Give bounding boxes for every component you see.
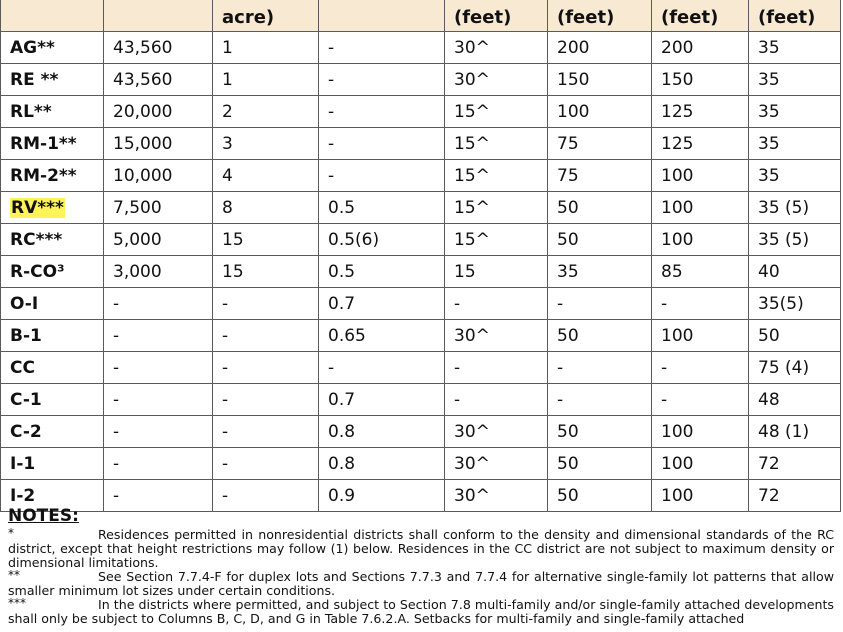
district-label: O-I bbox=[10, 293, 39, 314]
min-lot-area-cell: 20,000 bbox=[104, 96, 213, 128]
lot-width-cell: 50 bbox=[548, 224, 652, 256]
max-height-cell: 48 (1) bbox=[749, 416, 841, 448]
lot-depth-cell: 100 bbox=[652, 192, 749, 224]
table-row bbox=[1, 192, 841, 224]
far-cell: - bbox=[319, 160, 445, 192]
lot-depth-cell: 100 bbox=[652, 448, 749, 480]
district-label: RM-2** bbox=[10, 165, 77, 186]
far-cell: 0.7 bbox=[319, 288, 445, 320]
table-row bbox=[1, 128, 841, 160]
density-cell: 4 bbox=[213, 160, 319, 192]
district-cell bbox=[1, 384, 104, 416]
table-row bbox=[1, 160, 841, 192]
district-label: AG** bbox=[10, 37, 55, 58]
front-setback-cell: 30^ bbox=[445, 64, 548, 96]
lot-width-cell: 50 bbox=[548, 480, 652, 512]
far-cell: - bbox=[319, 96, 445, 128]
table-row bbox=[1, 96, 841, 128]
header-cell: (feet) bbox=[749, 0, 841, 32]
density-cell: 15 bbox=[213, 256, 319, 288]
max-height-cell: 50 bbox=[749, 320, 841, 352]
table-row bbox=[1, 448, 841, 480]
table-header bbox=[1, 0, 841, 32]
far-cell: 0.5 bbox=[319, 192, 445, 224]
far-cell: 0.9 bbox=[319, 480, 445, 512]
max-height-cell: 35 bbox=[749, 64, 841, 96]
far-cell: - bbox=[319, 64, 445, 96]
min-lot-area-cell: 15,000 bbox=[104, 128, 213, 160]
district-cell bbox=[1, 96, 104, 128]
max-height-cell: 35(5) bbox=[749, 288, 841, 320]
min-lot-area-cell: - bbox=[104, 416, 213, 448]
table-body bbox=[1, 32, 841, 512]
table-row bbox=[1, 288, 841, 320]
max-height-cell: 35 bbox=[749, 96, 841, 128]
front-setback-cell: 30^ bbox=[445, 32, 548, 64]
far-cell: 0.5 bbox=[319, 256, 445, 288]
lot-width-cell: 150 bbox=[548, 64, 652, 96]
lot-width-cell: 200 bbox=[548, 32, 652, 64]
note-text: Residences permitted in nonresidential districts shall conform to the density and dimensional standards of the RC district, except that height restrictions may follow (1) below. Residences in the CC district are not subject to maximum density or dimensional limitations. bbox=[8, 527, 834, 570]
min-lot-area-cell: 10,000 bbox=[104, 160, 213, 192]
density-cell: - bbox=[213, 288, 319, 320]
density-cell: 1 bbox=[213, 64, 319, 96]
front-setback-cell: 15^ bbox=[445, 96, 548, 128]
note-marker: *** bbox=[8, 596, 26, 610]
front-setback-cell: - bbox=[445, 384, 548, 416]
front-setback-cell: - bbox=[445, 288, 548, 320]
district-label: I-1 bbox=[10, 453, 36, 474]
lot-width-cell: 50 bbox=[548, 448, 652, 480]
front-setback-cell: 15^ bbox=[445, 192, 548, 224]
front-setback-cell: 15^ bbox=[445, 128, 548, 160]
district-cell bbox=[1, 160, 104, 192]
max-height-cell: 40 bbox=[749, 256, 841, 288]
lot-depth-cell: 100 bbox=[652, 224, 749, 256]
lot-depth-cell: - bbox=[652, 352, 749, 384]
min-lot-area-cell: - bbox=[104, 352, 213, 384]
lot-depth-cell: 100 bbox=[652, 320, 749, 352]
lot-depth-cell: 150 bbox=[652, 64, 749, 96]
far-cell: 0.5(6) bbox=[319, 224, 445, 256]
front-setback-cell: 15^ bbox=[445, 160, 548, 192]
max-height-cell: 35 bbox=[749, 160, 841, 192]
lot-depth-cell: 100 bbox=[652, 416, 749, 448]
min-lot-area-cell: - bbox=[104, 448, 213, 480]
lot-width-cell: - bbox=[548, 288, 652, 320]
max-height-cell: 75 (4) bbox=[749, 352, 841, 384]
far-cell: 0.8 bbox=[319, 416, 445, 448]
far-cell: 0.7 bbox=[319, 384, 445, 416]
max-height-cell: 35 (5) bbox=[749, 224, 841, 256]
min-lot-area-cell: 3,000 bbox=[104, 256, 213, 288]
header-cell bbox=[319, 0, 445, 32]
min-lot-area-cell: 7,500 bbox=[104, 192, 213, 224]
lot-width-cell: 50 bbox=[548, 320, 652, 352]
max-height-cell: 72 bbox=[749, 480, 841, 512]
district-label: RC*** bbox=[10, 229, 63, 250]
lot-depth-cell: 85 bbox=[652, 256, 749, 288]
lot-depth-cell: - bbox=[652, 384, 749, 416]
lot-depth-cell: - bbox=[652, 288, 749, 320]
header-cell bbox=[104, 0, 213, 32]
density-cell: 3 bbox=[213, 128, 319, 160]
front-setback-cell: 30^ bbox=[445, 320, 548, 352]
table-row bbox=[1, 352, 841, 384]
lot-width-cell: 35 bbox=[548, 256, 652, 288]
lot-width-cell: - bbox=[548, 384, 652, 416]
far-cell: - bbox=[319, 32, 445, 64]
notes-title: NOTES: bbox=[8, 506, 79, 526]
density-cell: - bbox=[213, 416, 319, 448]
note-text: In the districts where permitted, and subject to Section 7.8 multi-family and/or single-family attached developments shall only be subject to Columns B, C, D, and G in Table 7.6.2.A. Setbacks for multi-family and single-family attached bbox=[8, 597, 834, 626]
district-cell bbox=[1, 448, 104, 480]
district-label: R-CO³ bbox=[10, 261, 65, 282]
density-cell: - bbox=[213, 384, 319, 416]
density-cell: - bbox=[213, 320, 319, 352]
note-text: See Section 7.7.4-F for duplex lots and Sections 7.7.3 and 7.7.4 for alternative single-family lot patterns that allow smaller minimum lot sizes under certain conditions. bbox=[8, 569, 834, 598]
front-setback-cell: - bbox=[445, 352, 548, 384]
lot-depth-cell: 200 bbox=[652, 32, 749, 64]
district-cell bbox=[1, 128, 104, 160]
district-label: C-1 bbox=[10, 389, 42, 410]
front-setback-cell: 15^ bbox=[445, 224, 548, 256]
front-setback-cell: 30^ bbox=[445, 416, 548, 448]
far-cell: - bbox=[319, 128, 445, 160]
note-item bbox=[8, 528, 834, 570]
density-cell: 1 bbox=[213, 32, 319, 64]
far-cell: 0.65 bbox=[319, 320, 445, 352]
front-setback-cell: 30^ bbox=[445, 480, 548, 512]
min-lot-area-cell: - bbox=[104, 288, 213, 320]
lot-depth-cell: 100 bbox=[652, 160, 749, 192]
density-cell: - bbox=[213, 448, 319, 480]
lot-depth-cell: 125 bbox=[652, 96, 749, 128]
far-cell: - bbox=[319, 352, 445, 384]
min-lot-area-cell: 43,560 bbox=[104, 64, 213, 96]
header-cell bbox=[1, 0, 104, 32]
district-label: B-1 bbox=[10, 325, 42, 346]
table-row bbox=[1, 256, 841, 288]
district-cell bbox=[1, 288, 104, 320]
max-height-cell: 35 (5) bbox=[749, 192, 841, 224]
table-row bbox=[1, 416, 841, 448]
header-cell: (feet) bbox=[652, 0, 749, 32]
header-cell: (feet) bbox=[548, 0, 652, 32]
density-cell: - bbox=[213, 352, 319, 384]
district-label: RM-1** bbox=[10, 133, 77, 154]
lot-width-cell: 100 bbox=[548, 96, 652, 128]
district-label: RE ** bbox=[10, 69, 59, 90]
lot-depth-cell: 125 bbox=[652, 128, 749, 160]
district-cell bbox=[1, 416, 104, 448]
note-marker: ** bbox=[8, 568, 20, 582]
max-height-cell: 35 bbox=[749, 32, 841, 64]
district-cell bbox=[1, 320, 104, 352]
min-lot-area-cell: - bbox=[104, 320, 213, 352]
density-cell: - bbox=[213, 480, 319, 512]
max-height-cell: 48 bbox=[749, 384, 841, 416]
district-label: RV*** bbox=[11, 197, 64, 218]
lot-width-cell: 75 bbox=[548, 128, 652, 160]
far-cell: 0.8 bbox=[319, 448, 445, 480]
lot-depth-cell: 100 bbox=[652, 480, 749, 512]
note-marker: * bbox=[8, 526, 14, 540]
table-row bbox=[1, 320, 841, 352]
district-label: RL** bbox=[10, 101, 52, 122]
note-item bbox=[8, 598, 834, 626]
notes-section bbox=[8, 506, 834, 626]
district-cell bbox=[1, 192, 104, 224]
district-cell bbox=[1, 256, 104, 288]
table-row bbox=[1, 384, 841, 416]
district-cell bbox=[1, 224, 104, 256]
header-row bbox=[1, 0, 841, 32]
header-cell: acre) bbox=[213, 0, 319, 32]
max-height-cell: 72 bbox=[749, 448, 841, 480]
district-cell bbox=[1, 352, 104, 384]
front-setback-cell: 30^ bbox=[445, 448, 548, 480]
district-label: C-2 bbox=[10, 421, 42, 442]
table-row bbox=[1, 224, 841, 256]
table-row bbox=[1, 32, 841, 64]
lot-width-cell: 50 bbox=[548, 192, 652, 224]
min-lot-area-cell: - bbox=[104, 384, 213, 416]
lot-width-cell: 75 bbox=[548, 160, 652, 192]
lot-width-cell: - bbox=[548, 352, 652, 384]
district-cell bbox=[1, 32, 104, 64]
min-lot-area-cell: - bbox=[104, 480, 213, 512]
district-label: I-2 bbox=[10, 485, 36, 506]
density-cell: 8 bbox=[213, 192, 319, 224]
table-row bbox=[1, 64, 841, 96]
lot-width-cell: 50 bbox=[548, 416, 652, 448]
front-setback-cell: 15 bbox=[445, 256, 548, 288]
max-height-cell: 35 bbox=[749, 128, 841, 160]
min-lot-area-cell: 43,560 bbox=[104, 32, 213, 64]
note-item bbox=[8, 570, 834, 598]
district-cell bbox=[1, 64, 104, 96]
density-cell: 15 bbox=[213, 224, 319, 256]
header-cell: (feet) bbox=[445, 0, 548, 32]
district-label: CC bbox=[10, 357, 35, 378]
min-lot-area-cell: 5,000 bbox=[104, 224, 213, 256]
density-cell: 2 bbox=[213, 96, 319, 128]
